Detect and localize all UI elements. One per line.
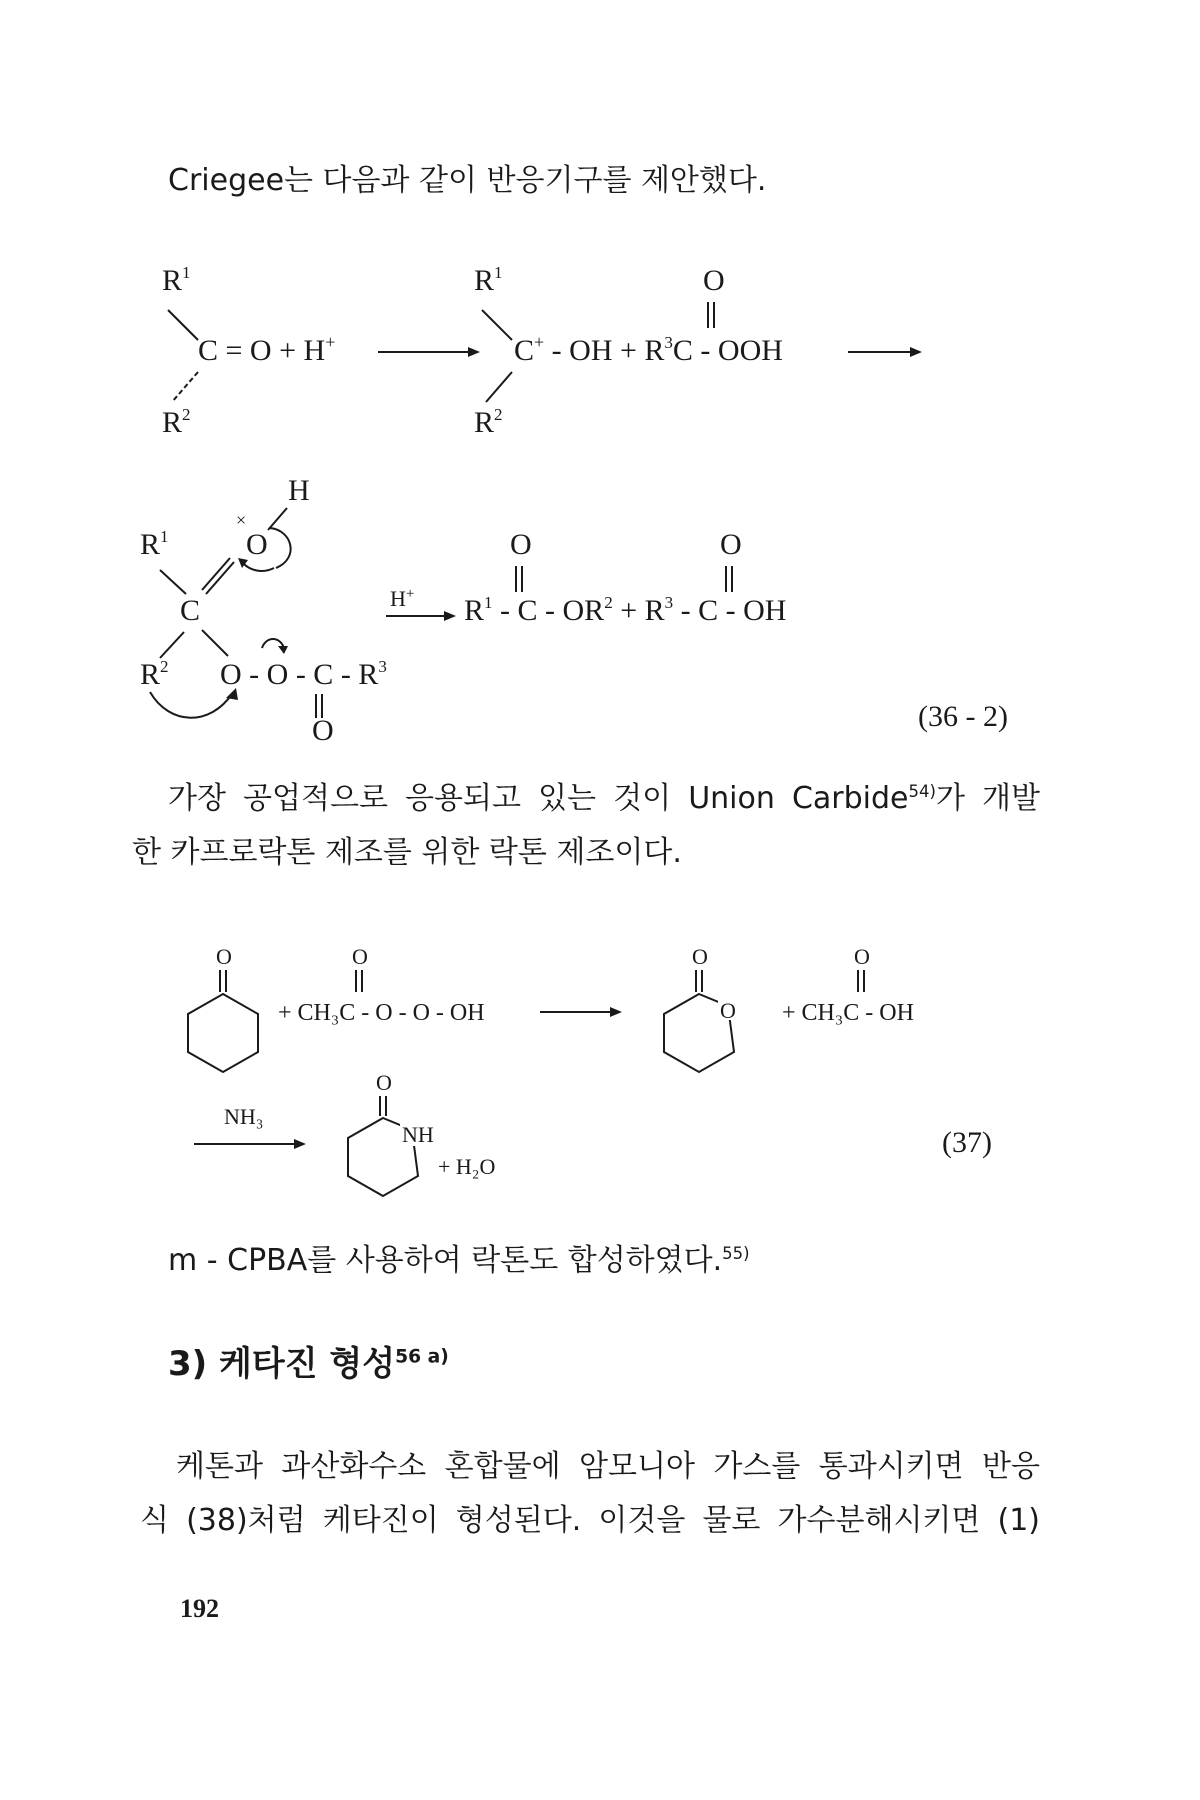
svg-text:O: O (703, 264, 725, 297)
svg-text:H: H (288, 474, 310, 507)
svg-text:O: O (312, 714, 334, 747)
scheme2-bottom-oxygen (306, 710, 346, 750)
svg-text:R1: $R^1$ (162, 263, 191, 297)
svg-text:O: O (246, 528, 268, 561)
paragraph-caprolactone-line1: 가장 공업적으로 응용되고 있는 것이 Union Carbide$^{54)}$가 개발 (168, 781, 1040, 816)
svg-text:R2: $R^2$ (474, 405, 503, 439)
svg-text:NH: NH (402, 1122, 434, 1147)
svg-text:C: C (180, 594, 201, 627)
section-heading-ketazine: 3) 케타진 형성$^{56 a)}$ (168, 1344, 449, 1384)
svg-text:C+ - OH + R3C - OOH: C+ - OH + $R^3C$ - OOH (514, 332, 783, 367)
paragraph-caprolactone-line2: 한 카프로락톤 제조를 위한 락톤 제조이다. (132, 835, 682, 870)
equation-number-36-2: (36 - 2) (918, 700, 1008, 733)
paragraph-ketazine-line1: 케톤과 과산화수소 혼합물에 암모니아 가스를 통과시키면 반응 (176, 1449, 1040, 1484)
reaction-scheme-caprolactone (150, 940, 1150, 1220)
equation-number-37: (37) (942, 1126, 992, 1159)
mcpba-line: m - CPBA를 사용하여 락톤도 합성하였다.$^{55)}$ (168, 1243, 750, 1278)
intro-line: Criegee는 다음과 같이 반응기구를 제안했다. (168, 163, 767, 198)
svg-text:NH₃: NH₃ (224, 1104, 264, 1129)
svg-text:O: O (376, 1070, 392, 1095)
svg-text:+ CH₃C - OH: + CH₃C - OH (782, 1000, 914, 1026)
svg-text:O: O (510, 528, 532, 561)
reaction-scheme-rearrangement (140, 470, 1150, 730)
page-number: 192 (180, 1594, 219, 1623)
svg-text:H+: H+ (390, 586, 415, 611)
svg-text:O: O (720, 998, 736, 1023)
svg-text:R1: $R^1$ (140, 527, 169, 561)
svg-text:O: O (720, 528, 742, 561)
svg-text:C = O + H+: C = O + H+ (198, 332, 336, 367)
svg-text:O: O (692, 944, 708, 969)
svg-text:R1: $R^1$ (474, 263, 503, 297)
svg-text:O: O (854, 944, 870, 969)
svg-text:+ H₂O: + H₂O (438, 1154, 496, 1179)
svg-text:+ CH₃C - O - O - OH: + CH₃C - O - O - OH (278, 1000, 485, 1026)
reaction-scheme-protonation (150, 260, 1150, 440)
svg-text:O - O - C - R3: O - O - C - $R^3$ (220, 657, 387, 691)
svg-text:R2: $R^2$ (162, 405, 191, 439)
svg-text:R1 - C - OR2 + R3 - C - OH: $R^1 - C - OR^2 + R^3 - C$ - OH (464, 593, 787, 627)
svg-text:×: × (236, 510, 247, 530)
svg-text:O: O (216, 944, 232, 969)
svg-text:O: O (352, 944, 368, 969)
paragraph-ketazine-line2: 식 (38)처럼 케타진이 형성된다. 이것을 물로 가수분해시키면 (1) (140, 1503, 1040, 1538)
svg-text:R2: $R^2$ (140, 657, 169, 691)
